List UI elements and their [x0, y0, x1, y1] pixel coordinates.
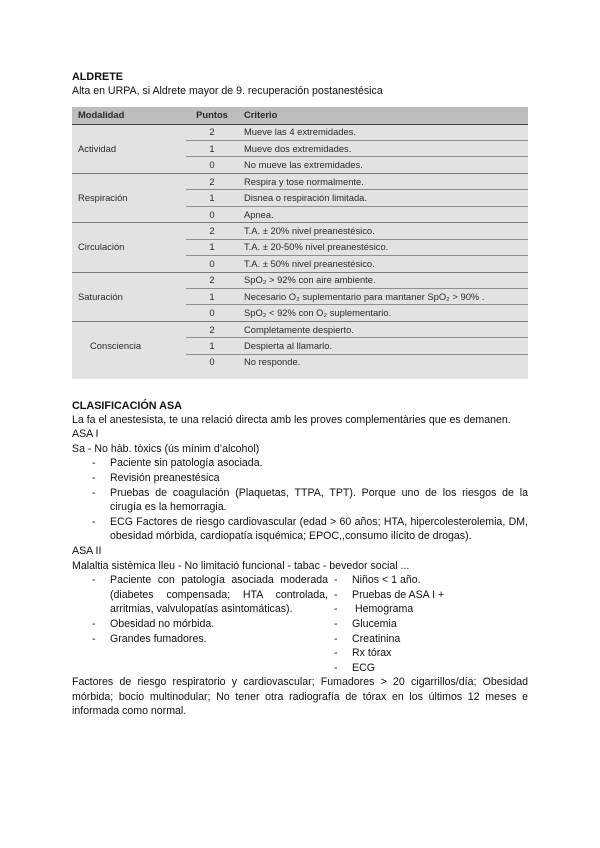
asa2-right-list — [328, 573, 528, 675]
criterio-cell: SpO₂ > 92% con aire ambiente. — [238, 272, 528, 288]
modalidad-cell: Saturación — [72, 272, 186, 321]
asa2-desc: Malaltia sistèmica lleu - No limitació funcional - tabac - bevedor social ... — [72, 559, 410, 572]
criterio-cell: Mueve las 4 extremidades. — [238, 124, 528, 140]
puntos-cell: 2 — [186, 173, 238, 189]
puntos-cell: 1 — [186, 190, 238, 206]
document-page — [72, 70, 528, 719]
table-row — [72, 173, 528, 189]
modalidad-cell: Consciencia — [90, 340, 142, 351]
criterio-cell: Despierta al llamarlo. — [238, 338, 528, 354]
table-row — [72, 223, 528, 239]
criterio-cell: T.A. ± 20% nivel preanestésico. — [238, 223, 528, 239]
criterio-cell: Mueve dos extremidades. — [238, 141, 528, 157]
criterio-cell: No responde. — [244, 356, 301, 368]
puntos-cell: 2 — [186, 223, 238, 239]
list-item: - Pruebas de ASA I + — [328, 588, 528, 603]
list-item: - Niños < 1 año. — [328, 573, 528, 588]
puntos-cell: 0 — [186, 256, 238, 272]
criterio-cell: T.A. ± 20-50% nivel preanestésico. — [238, 239, 528, 255]
list-item: - Rx tórax — [328, 646, 528, 661]
asa1-desc: Sa - No hàb. tòxics (ús mínim d’alcohol) — [72, 442, 260, 455]
aldrete-subtitle: Alta en URPA, si Aldrete mayor de 9. recuperación postanestésica — [72, 85, 383, 97]
asa2-columns — [72, 573, 528, 675]
puntos-cell: 1 — [186, 141, 238, 157]
puntos-cell: 0 — [186, 206, 238, 222]
criterio-cell: Necesario O₂ suplementario para mantaner SpO₂ > 90% . — [238, 288, 528, 304]
puntos-cell: 1 — [186, 288, 238, 304]
asa-footer: Factores de riesgo respiratorio y cardiovascular; Fumadores > 20 cigarrillos/día; Obesidad mórbida; bocio multinodular; No tener otra radiografía de tórax en los últimos 12 meses e informada como normal. — [72, 676, 528, 718]
list-item: - Creatinina — [328, 632, 528, 647]
header-criterio: Criterio — [238, 107, 528, 125]
table-row — [72, 272, 528, 288]
list-item: - Glucemia — [328, 617, 528, 632]
list-item: - Hemograma — [328, 602, 528, 617]
list-item: - Obesidad no mórbida. — [72, 617, 328, 632]
puntos-cell: 0 — [186, 157, 238, 173]
modalidad-cell: Respiración — [72, 173, 186, 222]
header-puntos: Puntos — [186, 107, 238, 125]
modalidad-cell: Actividad — [72, 124, 186, 173]
asa2-left-list — [72, 573, 328, 646]
criterio-cell: SpO₂ < 92% con O₂ suplementario. — [238, 305, 528, 321]
asa1-heading: ASA I — [72, 428, 99, 441]
criterio-cell: T.A. ± 50% nivel preanestésico. — [238, 256, 528, 272]
list-item: - ECG — [328, 661, 528, 676]
asa-title: CLASIFICACIÓN ASA — [72, 399, 182, 412]
puntos-cell: 2 — [186, 272, 238, 288]
table-row — [72, 124, 528, 140]
aldrete-table — [72, 107, 528, 371]
aldrete-table-image — [72, 107, 528, 379]
puntos-cell: 1 — [186, 239, 238, 255]
puntos-cell: 0 — [186, 305, 238, 321]
list-item: - Revisión preanestésica — [72, 471, 528, 486]
asa1-list — [72, 456, 528, 544]
modalidad-cell: Circulación — [72, 223, 186, 272]
header-modalidad: Modalidad — [72, 107, 186, 125]
puntos-cell: 0 — [209, 356, 215, 368]
table-row — [72, 321, 528, 337]
list-item: - Pruebas de coagulación (Plaquetas, TTPA, TPT). Porque uno de los riesgos de la cirugía es la hemorragia. — [72, 486, 528, 515]
puntos-cell: 1 — [186, 338, 238, 354]
criterio-cell: No mueve las extremidades. — [238, 157, 528, 173]
criterio-cell: Completamente despierto. — [238, 321, 528, 337]
list-item: - Paciente con patología asociada moderada (diabetes compensada; HTA controlada, arritmias, valvulopatías asintomáticas). — [72, 573, 328, 617]
list-item: - Grandes fumadores. — [72, 632, 328, 647]
asa-intro: La fa el anestesista, te una relació directa amb les proves complementàries que es demanen. — [72, 413, 511, 426]
list-item: - ECG Factores de riesgo cardiovascular (edad > 60 años; HTA, hipercolesterolemia, DM, obesidad mórbida, cardiopatía isquémica; EPOC,,consumo ilícito de drogas). — [72, 515, 528, 544]
puntos-cell: 2 — [186, 321, 238, 337]
criterio-cell: Disnea o respiración limitada. — [238, 190, 528, 206]
asa2-heading: ASA II — [72, 544, 102, 557]
aldrete-title: ALDRETE — [72, 71, 123, 83]
criterio-cell: Apnea. — [238, 206, 528, 222]
list-item: - Paciente sin patología asociada. — [72, 456, 528, 471]
criterio-cell: Respira y tose normalmente. — [238, 173, 528, 189]
puntos-cell: 2 — [186, 124, 238, 140]
